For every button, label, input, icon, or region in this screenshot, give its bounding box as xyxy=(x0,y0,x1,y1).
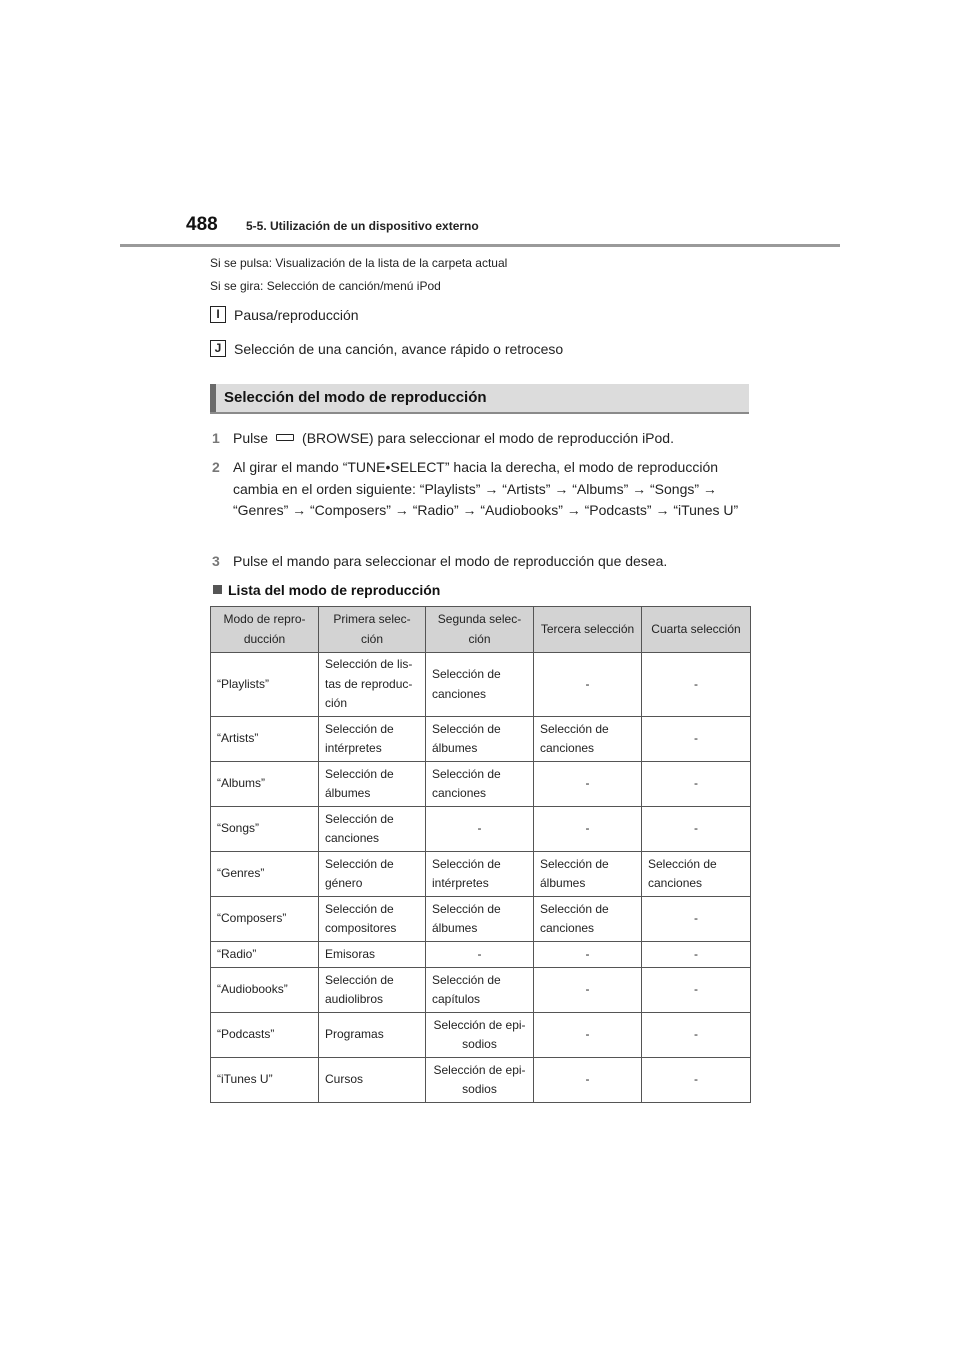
callout-j-text: Selección de una canción, avance rápido o retroceso xyxy=(234,340,564,357)
table-cell: - xyxy=(642,807,751,852)
step-text: Al girar el mando “TUNE•SELECT” hacia la derecha, el modo de reproducción cambia en el orden siguiente: “Playlists” → “Artists” → “Albums” → “Songs” → “Genres” → “Composers” → “Radio” → “Audiobooks” → “Podcasts” → “iTunes U” xyxy=(233,459,739,519)
table-cell: - xyxy=(534,1058,642,1103)
table-cell: “Podcasts” xyxy=(211,1013,319,1058)
section-accent-bar xyxy=(210,384,216,412)
chapter-title: 5-5. Utilización de un dispositivo externo xyxy=(246,219,479,233)
table-cell: Emisoras xyxy=(319,942,426,968)
table-cell: - xyxy=(642,1013,751,1058)
section-title: Selección del modo de reproducción xyxy=(224,389,487,406)
key-i-icon: I xyxy=(210,306,226,323)
table-cell: Selección de epi-sodios xyxy=(426,1058,534,1103)
table-cell: Selección de intérpretes xyxy=(319,717,426,762)
table-header: Primera selec-ción xyxy=(319,607,426,653)
table-cell: Cursos xyxy=(319,1058,426,1103)
table-cell: Selección de álbumes xyxy=(426,897,534,942)
page-number: 488 xyxy=(186,214,218,235)
table-header: Tercera selección xyxy=(534,607,642,653)
table-cell: Selección de capítulos xyxy=(426,968,534,1013)
table-cell: - xyxy=(534,968,642,1013)
table-cell: - xyxy=(534,807,642,852)
table-cell: Selección de canciones xyxy=(426,762,534,807)
table-header: Modo de repro-ducción xyxy=(211,607,319,653)
table-header: Cuarta selección xyxy=(642,607,751,653)
table-cell: Selección de lis-tas de reproduc-ción xyxy=(319,653,426,717)
table-cell: Selección de canciones xyxy=(642,852,751,897)
table-cell: “Radio” xyxy=(211,942,319,968)
table-row xyxy=(211,1058,751,1103)
browse-button-icon xyxy=(276,434,294,441)
table-row xyxy=(211,807,751,852)
table-cell: Selección de compositores xyxy=(319,897,426,942)
table-cell: “Playlists” xyxy=(211,653,319,717)
table-cell: - xyxy=(642,942,751,968)
table-cell: - xyxy=(642,897,751,942)
table-cell: “Composers” xyxy=(211,897,319,942)
playback-mode-table xyxy=(210,606,751,1103)
table-cell: Programas xyxy=(319,1013,426,1058)
key-j-icon: J xyxy=(210,340,226,357)
table-cell: “Genres” xyxy=(211,852,319,897)
step-number: 2 xyxy=(212,459,220,475)
table-cell: - xyxy=(642,717,751,762)
note-press: Si se pulsa: Visualización de la lista de la carpeta actual xyxy=(210,256,508,270)
table-cell: - xyxy=(642,653,751,717)
table-cell: Selección de álbumes xyxy=(319,762,426,807)
table-cell: Selección de género xyxy=(319,852,426,897)
subheading: Lista del modo de reproducción xyxy=(213,582,440,598)
section-heading xyxy=(210,384,749,414)
table-cell: “iTunes U” xyxy=(211,1058,319,1103)
table-cell: - xyxy=(642,968,751,1013)
table-header-row xyxy=(211,607,751,653)
table-cell: - xyxy=(426,807,534,852)
table-cell: - xyxy=(642,1058,751,1103)
table-cell: Selección de canciones xyxy=(426,653,534,717)
table-cell: - xyxy=(534,762,642,807)
table-cell: Selección de canciones xyxy=(319,807,426,852)
table-cell: - xyxy=(642,762,751,807)
step-text: Pulse el mando para seleccionar el modo de reproducción que desea. xyxy=(233,553,668,569)
table-cell: Selección de epi-sodios xyxy=(426,1013,534,1058)
table-row xyxy=(211,968,751,1013)
table-cell: “Audiobooks” xyxy=(211,968,319,1013)
callout-j xyxy=(210,340,563,357)
table-row xyxy=(211,942,751,968)
table-cell: “Albums” xyxy=(211,762,319,807)
table-cell: - xyxy=(534,1013,642,1058)
table-row xyxy=(211,1013,751,1058)
table-row xyxy=(211,762,751,807)
header-rule xyxy=(120,244,840,247)
step-number: 1 xyxy=(212,430,220,446)
table-cell: “Songs” xyxy=(211,807,319,852)
step-number: 3 xyxy=(212,553,220,569)
callout-i-text: Pausa/reproducción xyxy=(234,306,359,323)
table-cell: “Artists” xyxy=(211,717,319,762)
table-cell: - xyxy=(534,653,642,717)
table-cell: Selección de álbumes xyxy=(534,852,642,897)
table-row xyxy=(211,653,751,717)
table-cell: Selección de canciones xyxy=(534,897,642,942)
note-turn: Si se gira: Selección de canción/menú iPod xyxy=(210,279,441,293)
table-cell: Selección de intérpretes xyxy=(426,852,534,897)
step-text: Pulse (BROWSE) para seleccionar el modo de reproducción iPod. xyxy=(233,430,674,446)
table-row xyxy=(211,897,751,942)
table-cell: Selección de canciones xyxy=(534,717,642,762)
table-cell: Selección de álbumes xyxy=(426,717,534,762)
table-cell: Selección de audiolibros xyxy=(319,968,426,1013)
table-row xyxy=(211,852,751,897)
table-cell: - xyxy=(426,942,534,968)
table-header: Segunda selec-ción xyxy=(426,607,534,653)
table-row xyxy=(211,717,751,762)
table-cell: - xyxy=(534,942,642,968)
square-bullet-icon xyxy=(213,585,222,594)
callout-i xyxy=(210,306,359,323)
